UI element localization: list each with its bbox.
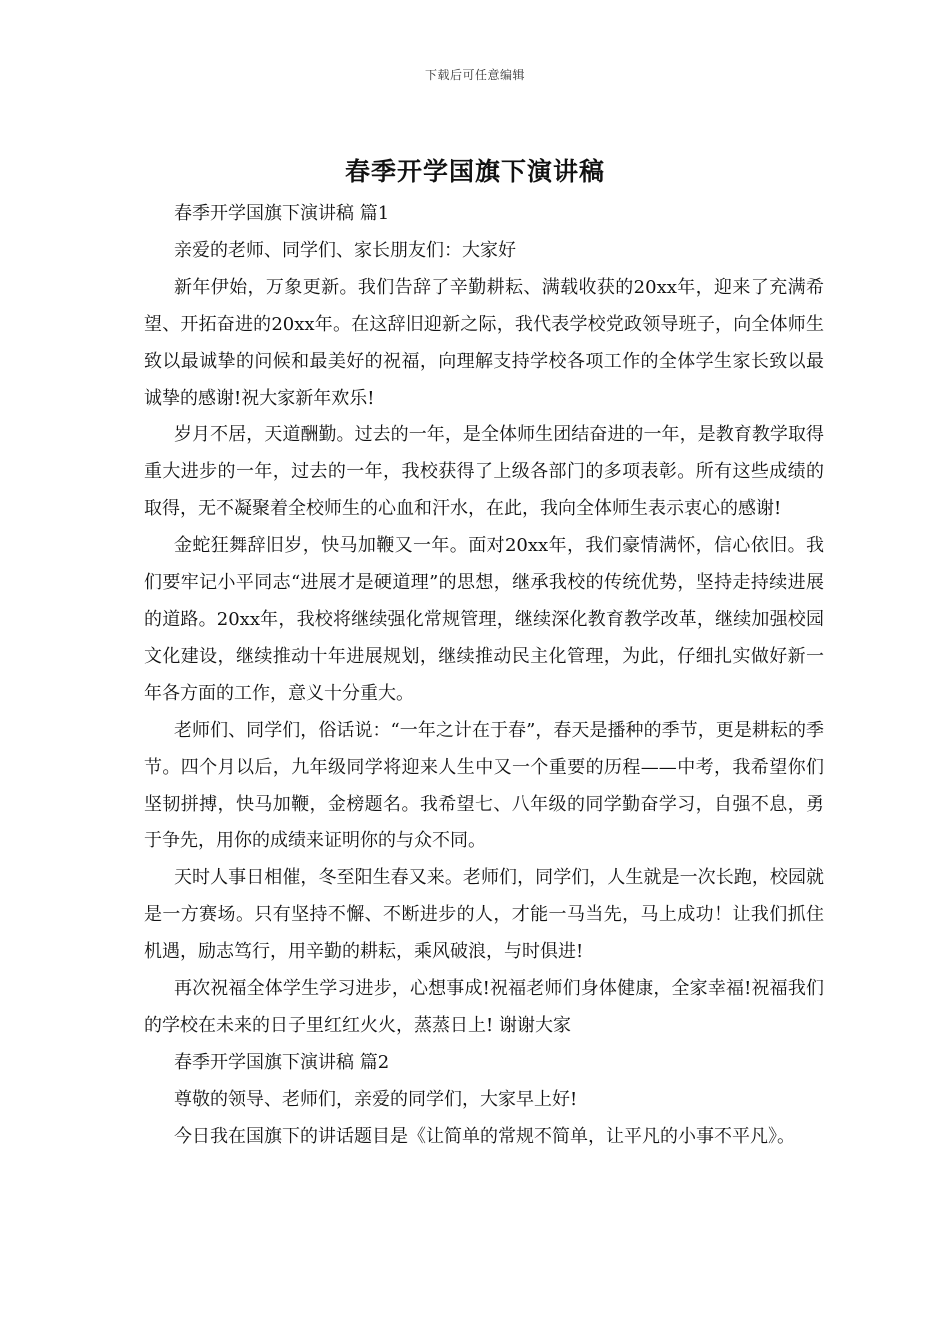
section-heading-2: 春季开学国旗下演讲稿 篇2 xyxy=(174,1051,390,1073)
body-paragraph: 新年伊始，万象更新。我们告辞了辛勤耕耘、满载收获的20xx年，迎来了充满希望、开拓奋进的20xx年。在这辞旧迎新之际，我代表学校党政领导班子，向全体师生致以最诚挚的问候和最美好的祝福，向理解支持学校各项工作的全体学生家长致以最诚挚的感谢!祝大家新年欢乐! xyxy=(144,276,824,409)
body-paragraph: 天时人事日相催，冬至阳生春又来。老师们，同学们，人生就是一次长跑，校园就是一方赛场。只有坚持不懈、不断进步的人，才能一马当先，马上成功！让我们抓住机遇，励志笃行，用辛勤的耕耘，乘风破浪，与时俱进! xyxy=(144,867,824,963)
header-note: 下载后可任意编辑 xyxy=(424,68,525,82)
document-title: 春季开学国旗下演讲稿 xyxy=(344,157,605,186)
body-paragraph: 岁月不居，天道酬勤。过去的一年，是全体师生团结奋进的一年，是教育教学取得重大进步的一年，过去的一年，我校获得了上级各部门的多项表彰。所有这些成绩的取得，无不凝聚着全校师生的心血和汗水，在此，我向全体师生表示衷心的感谢! xyxy=(144,424,824,520)
section-heading-1: 春季开学国旗下演讲稿 篇1 xyxy=(174,203,390,224)
body-paragraph: 今日我在国旗下的讲话题目是《让简单的常规不简单，让平凡的小事不平凡》。 xyxy=(174,1125,795,1147)
body-paragraph: 金蛇狂舞辞旧岁，快马加鞭又一年。面对20xx年，我们豪情满怀，信心依旧。我们要牢记小平同志“进展才是硬道理”的思想，继承我校的传统优势，坚持走持续进展的道路。20xx年，我校将继续强化常规管理，继续深化教育教学改革，继续加强校园文化建设，继续推动十年进展规划，继续推动民主化管理，为此，仔细扎实做好新一年各方面的工作，意义十分重大。 xyxy=(144,535,824,704)
greeting-paragraph: 亲爱的老师、同学们、家长朋友们：大家好 xyxy=(174,239,516,261)
document-body xyxy=(144,196,824,1156)
greeting-paragraph: 尊敬的领导、老师们，亲爱的同学们，大家早上好! xyxy=(174,1088,578,1110)
closing-paragraph: 再次祝福全体学生学习进步，心想事成!祝福老师们身体健康，全家幸福!祝福我们的学校在未来的日子里红红火火，蒸蒸日上! 谢谢大家 xyxy=(144,978,824,1036)
body-paragraph: 老师们、同学们，俗话说：“一年之计在于春”，春天是播种的季节，更是耕耘的季节。四个月以后，九年级同学将迎来人生中又一个重要的历程——中考，我希望你们坚韧拼搏，快马加鞭，金榜题名。我希望七、八年级的同学勤奋学习，自强不息，勇于争先，用你的成绩来证明你的与众不同。 xyxy=(144,719,824,852)
